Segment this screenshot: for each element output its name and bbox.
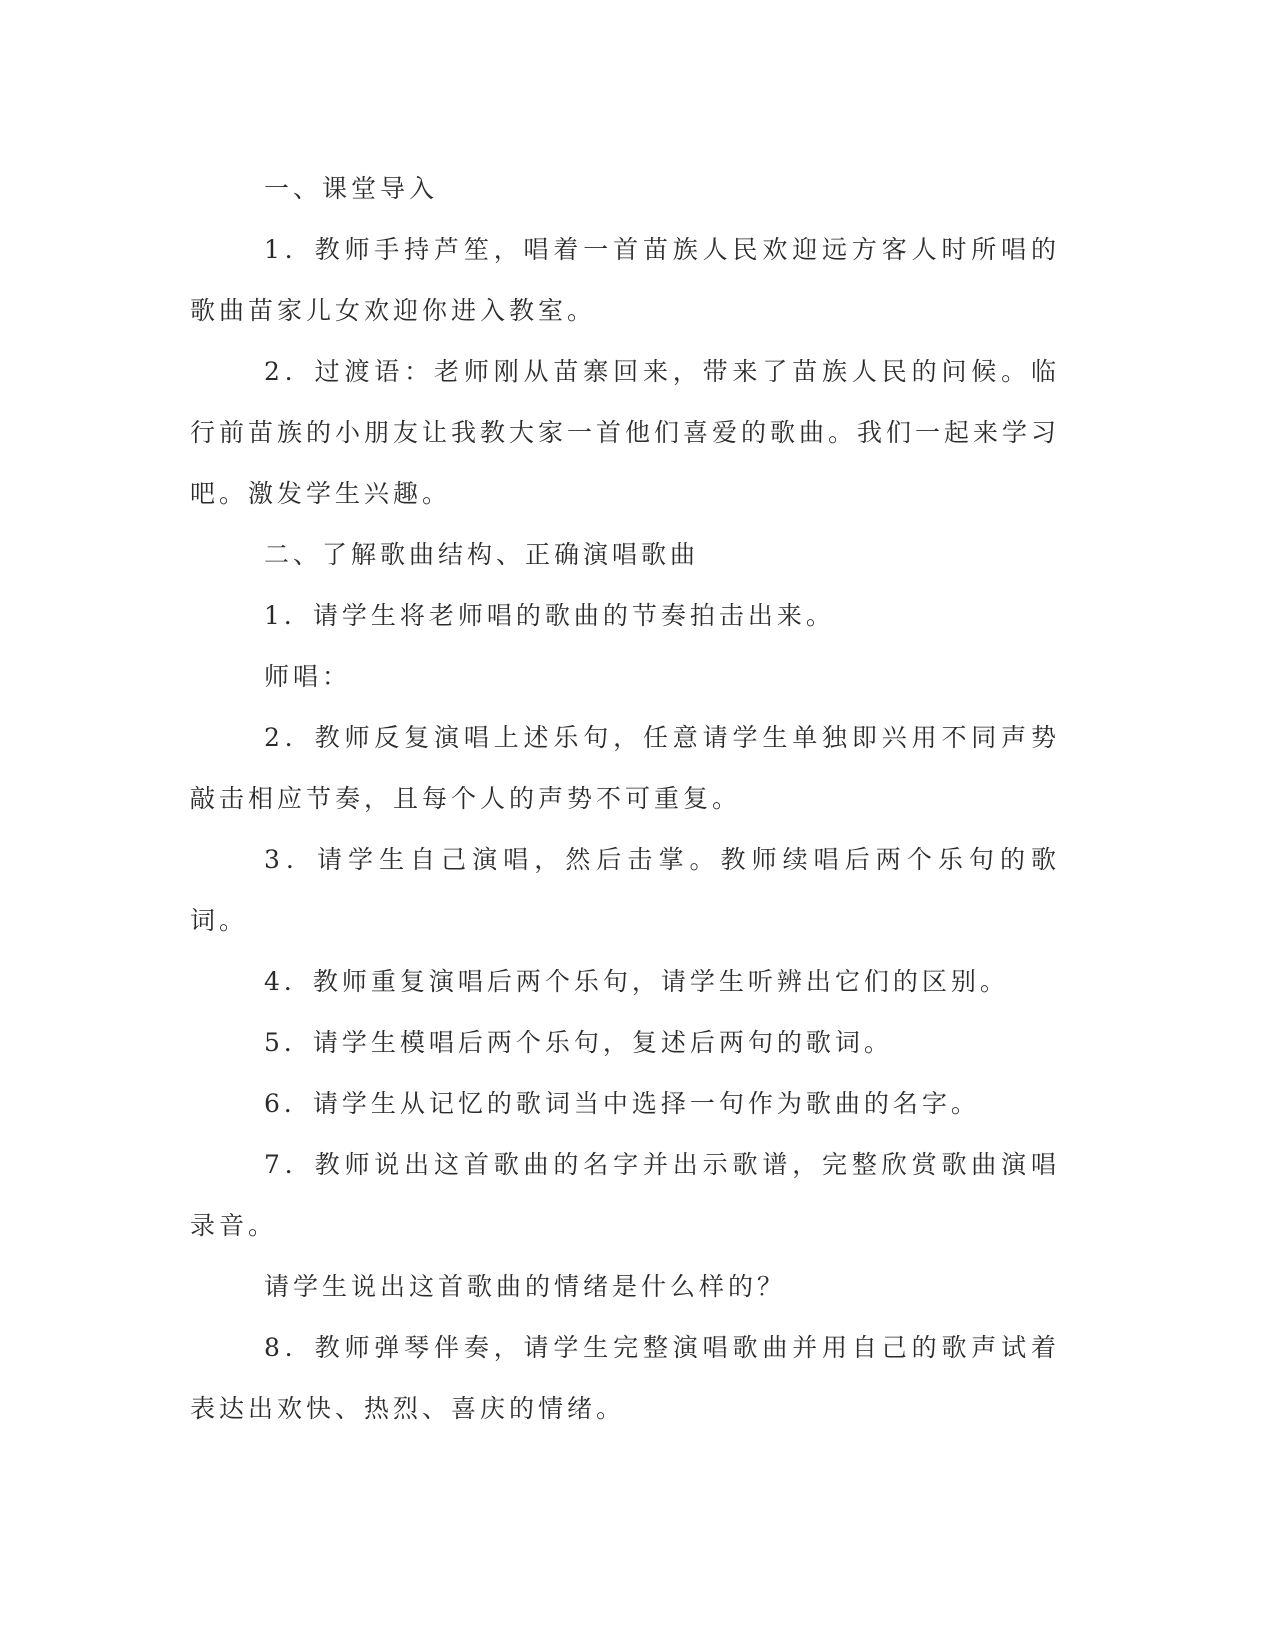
paragraph: 1．请学生将老师唱的歌曲的节奏拍击出来。 (264, 601, 835, 630)
paragraph: 1．教师手持芦笙，唱着一首苗族人民欢迎远方客人时所唱的歌曲苗家儿女欢迎你进入教室。 (190, 235, 1060, 325)
paragraph: 3．请学生自己演唱，然后击掌。教师续唱后两个乐句的歌词。 (190, 845, 1060, 935)
paragraph: 2．过渡语：老师刚从苗寨回来，带来了苗族人民的问候。临行前苗族的小朋友让我教大家一首他们喜爱的歌曲。我们一起来学习吧。激发学生兴趣。 (190, 357, 1061, 508)
paragraph: 6．请学生从记忆的歌词当中选择一句作为歌曲的名字。 (264, 1089, 980, 1118)
section-heading-intro: 一、课堂导入 (264, 174, 439, 203)
paragraph: 2．教师反复演唱上述乐句，任意请学生单独即兴用不同声势敲击相应节奏，且每个人的声势不可重复。 (190, 723, 1060, 813)
document-body (190, 158, 1060, 1439)
paragraph: 4．教师重复演唱后两个乐句，请学生听辨出它们的区别。 (264, 967, 1009, 996)
paragraph: 5．请学生模唱后两个乐句，复述后两句的歌词。 (264, 1028, 893, 1057)
paragraph: 师唱： (264, 662, 352, 691)
paragraph: 8．教师弹琴伴奏，请学生完整演唱歌曲并用自己的歌声试着表达出欢快、热烈、喜庆的情绪。 (190, 1333, 1060, 1423)
section-heading-song-structure: 二、了解歌曲结构、正确演唱歌曲 (264, 540, 700, 569)
paragraph: 7．教师说出这首歌曲的名字并出示歌谱，完整欣赏歌曲演唱录音。 (190, 1150, 1060, 1240)
paragraph: 请学生说出这首歌曲的情绪是什么样的？ (264, 1272, 787, 1301)
